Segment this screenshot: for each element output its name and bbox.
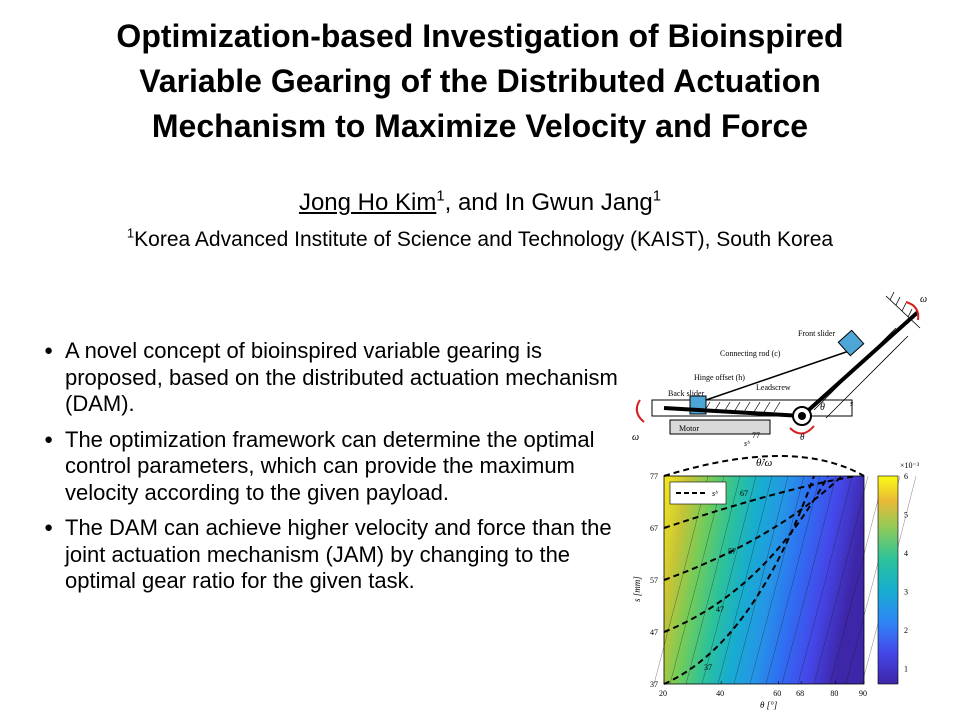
contour-level-label: 67 bbox=[740, 489, 748, 498]
upper-rail-2 bbox=[826, 336, 908, 418]
y-tick-label: 57 bbox=[650, 576, 658, 585]
x-tick-label: 60 bbox=[773, 689, 782, 698]
affiliation bbox=[0, 226, 960, 254]
bullet-item-1 bbox=[44, 338, 624, 418]
affiliation-text: Korea Advanced Institute of Science and Technology (KAIST), South Korea bbox=[134, 228, 834, 251]
x-tick-label: 20 bbox=[659, 689, 667, 698]
colorbar-tick-label: 1 bbox=[904, 664, 908, 674]
legend-label: sᵇ bbox=[712, 489, 718, 498]
x-tick-label: 80 bbox=[830, 689, 839, 698]
y-tick-label: 47 bbox=[650, 628, 658, 637]
title-line-2: Variable Gearing of the Distributed Actuation bbox=[139, 63, 821, 99]
contour-level-label: 47 bbox=[716, 605, 724, 614]
label-theta-dot: θ bbox=[800, 432, 805, 442]
y-tick-label: 77 bbox=[650, 472, 658, 481]
bullet-text-1: A novel concept of bioinspired variable gearing is proposed, based on the distributed actuation mechanism (DAM). bbox=[65, 338, 618, 416]
contour-level-label: 57 bbox=[728, 547, 736, 556]
bullet-text-3: The DAM can achieve higher velocity and force than the joint actuation mechanism (JAM) by changing to the optimal gear ratio for the given task. bbox=[65, 515, 612, 593]
colorbar-tick-label: 6 bbox=[904, 472, 908, 481]
plot-title: θ̇/ω bbox=[756, 457, 773, 469]
bullet-dot-icon: ● bbox=[44, 519, 54, 536]
label-motor: Motor bbox=[679, 424, 699, 433]
x-axis-label: θ [°] bbox=[760, 700, 778, 710]
x-tick-label: 68 bbox=[796, 689, 805, 698]
colorbar bbox=[878, 476, 898, 684]
author-line bbox=[0, 188, 960, 218]
x-tick-label: 90 bbox=[859, 689, 867, 698]
colorbar-tick-label: 3 bbox=[904, 587, 908, 597]
author-name-1: Jong Ho Kim bbox=[298, 189, 437, 216]
label-back-slider: Back slider bbox=[668, 389, 705, 398]
y-axis-label: s [mm] bbox=[632, 576, 642, 602]
author-name-2: , and In Gwun Jang bbox=[444, 189, 653, 216]
label-omega: ω bbox=[920, 294, 928, 305]
top-ground-hatch bbox=[886, 292, 920, 328]
contour-level-label: 37 bbox=[704, 663, 712, 672]
bullet-item-2 bbox=[44, 427, 624, 507]
label-hinge-offset: Hinge offset (h) bbox=[694, 373, 745, 382]
front-slider bbox=[838, 330, 863, 355]
colorbar-tick-label: 5 bbox=[904, 510, 908, 520]
title-line-1: Optimization-based Investigation of Bioinspired bbox=[116, 18, 844, 54]
bullet-dot-icon: ● bbox=[44, 430, 54, 448]
label-leadscrew: Leadscrew bbox=[756, 383, 791, 392]
label-front-slider: Front slider bbox=[798, 329, 836, 338]
author-1-sup: 1 bbox=[436, 188, 445, 205]
mechanism-diagram bbox=[624, 288, 944, 448]
affiliation-sup: 1 bbox=[126, 225, 135, 241]
y-tick-label: 67 bbox=[650, 524, 658, 533]
x-tick-label: 40 bbox=[716, 689, 725, 698]
label-sb: sᵇ bbox=[744, 439, 750, 448]
label-s: s bbox=[850, 399, 854, 408]
bullet-text-2: The optimization framework can determine the optimal control parameters, which can provide the maximum velocity according to the given payload. bbox=[65, 426, 595, 505]
colorbar-tick-label: 2 bbox=[904, 626, 908, 636]
author-2-sup: 1 bbox=[652, 188, 662, 205]
bullet-dot-icon: ● bbox=[44, 342, 54, 359]
bullet-item-3 bbox=[44, 515, 624, 595]
colorbar-tick-label: 4 bbox=[904, 549, 908, 559]
title-line-3: Mechanism to Maximize Velocity and Force bbox=[151, 108, 809, 144]
hinge-center bbox=[798, 412, 806, 420]
bullet-list bbox=[44, 338, 624, 604]
poster-title bbox=[0, 14, 960, 149]
colorbar-label: ×10⁻³ bbox=[900, 461, 920, 470]
contour-level-label: 77 bbox=[752, 431, 760, 440]
contour-plot bbox=[624, 431, 960, 720]
label-connecting-rod: Connecting rod (c) bbox=[720, 349, 781, 358]
label-omega-b: ω bbox=[632, 432, 640, 443]
colorbar-ticks bbox=[904, 472, 908, 674]
label-theta: θ bbox=[820, 402, 825, 413]
omega-b-arrow-icon bbox=[637, 400, 644, 422]
y-tick-label: 37 bbox=[650, 680, 658, 689]
